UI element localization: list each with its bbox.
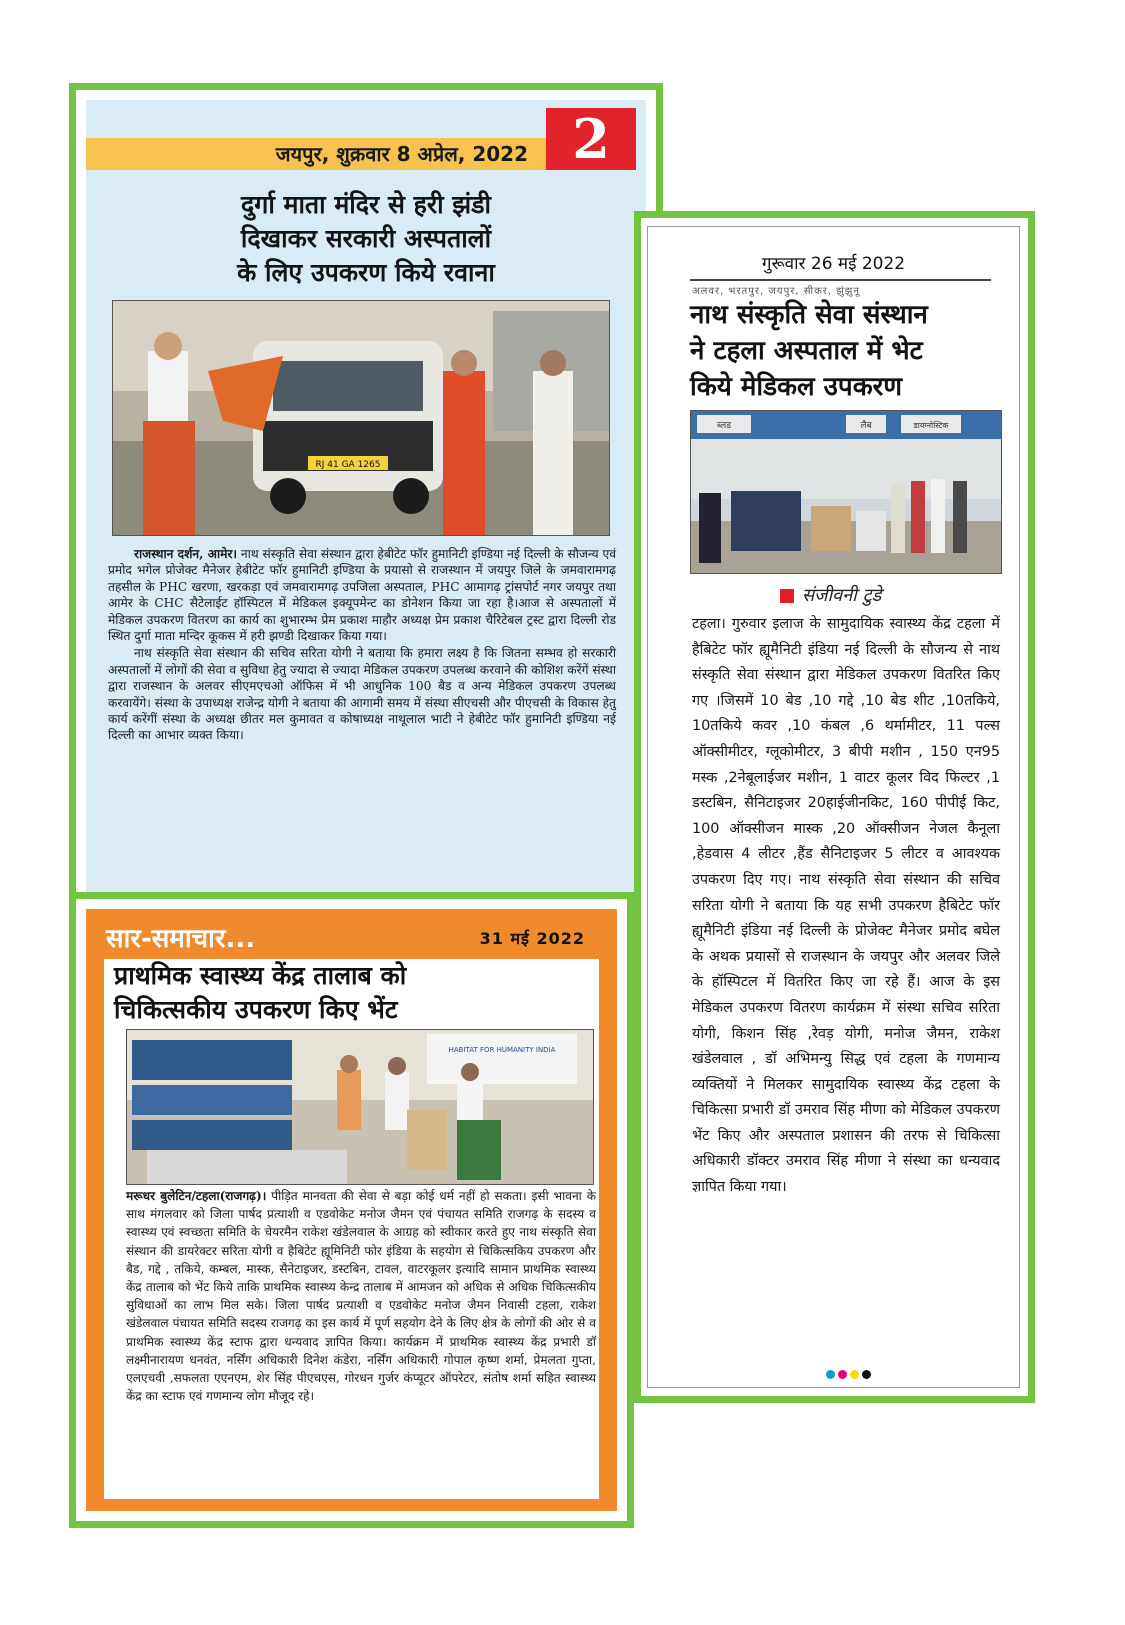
- equipment-handover-photo: [126, 1029, 594, 1185]
- clipping-3-article: [126, 1187, 596, 1405]
- headline-line: नाथ संस्कृति सेवा संस्थान: [690, 300, 928, 330]
- article-paragraph: नाथ संस्कृति सेवा संस्थान की सचिव सरिता योगी ने बताया कि हमारा लक्ष्य है कि जितना सम्भव हो सरकारी अस्पतालों में लोगों की सेवा व सुविधा हेतु ज्यादा से ज्यादा मेडिकल उपकरण उपलब्ध करवाने की कोशिश करेंगें संस्था द्वारा राजस्थान के अलवर सीएमएचओ ऑफिस में भी आधुनिक 100 बैड व अन्य मेडिकल उपकरण उपलब्ध करवायेंगे। संस्था के उपाध्यक्ष राजेन्द्र योगी ने बताया की आगामी समय में संस्था सीएचसी और पीएचसी के विकास हेतु कार्य करेंगीं संस्था के अध्यक्ष छीतर मल कुमावत व कोषाध्यक्ष नाथूलाल भाटी ने हेबीटेट फॉर हुमानिटी इण्डिया नई दिल्ली का आभार व्यक्त किया।: [108, 646, 616, 743]
- clipping-2-page: [647, 226, 1020, 1388]
- newspaper-clipping-2: [634, 211, 1035, 1403]
- section-title: सार-समाचार...: [106, 924, 256, 954]
- clipping-2-dateline: गुरूवार 26 मई 2022: [761, 254, 906, 274]
- headline-line: किये मेडिकल उपकरण: [690, 372, 903, 402]
- flag-off-photo: [112, 300, 610, 536]
- clipping-1-dateline: जयपुर, शुक्रवार 8 अप्रेल, 2022: [86, 138, 546, 170]
- clipping-2-rule: [690, 279, 991, 281]
- photo-banner-text: HABITAT FOR HUMANITY INDIA: [448, 1046, 556, 1054]
- clipping-2-article: टहला। गुरुवार इलाज के सामुदायिक स्वास्थ्य केंद्र टहला में हैबिटेट फॉर ह्यूमैनिटी इंडिया नई दिल्ली के सौजन्य से नाथ संस्कृति सेवा संस्थान द्वारा मेडिकल उपकरण वितरित किए गए ।जिसमें 10 बेड ,10 गद्दे ,10 बेड शीट ,10तकिये, 10तकिये कवर ,10 कंबल ,6 थर्मामीटर, 11 पल्स ऑक्सीमीटर, ग्लूकोमीटर, 3 बीपी मशीन , 150 एन95 मस्क ,2नेबूलाईजर मशीन, 1 वाटर कूलर विद फिल्टर ,1 डस्टबिन, सैनिटाइजर 20हाईजीनकिट, 160 पीपीई किट, 100 ऑक्सीजन मास्क ,20 ऑक्सीजन नेजल कैनूला ,हेडवास 4 लीटर ,हैंड सैनिटाइजर 5 लीटर व आवश्यक उपकरण दिए गए। नाथ संस्कृति सेवा संस्थान की सचिव सरिता योगी ने बताया कि यह सभी उपकरण हैबिटेट फॉर ह्यूमैनिटी इंडिया नई दिल्ली के प्रोजेक्ट मैनेजर प्रमोद बघेल के अथक प्रयासों से राजस्थान के जयपुर और अलवर जिले के हॉस्पिटल में वितरित किए जा रहे हैं। आज के इस मेडिकल उपकरण वितरण कार्यक्रम में संस्था सचिव सरिता योगी, किशन सिंह ,रेवड़ योगी, मनोज जैमन, राकेश खंडेलवाल , डॉ अभिमन्यु सिद्ध एवं टहला के गणमान्य व्यक्तियों ने मिलकर सामुदायिक स्वास्थ्य केंद्र टहला के चिकित्सा प्रभारी डॉ उमराव सिंह मीणा को मेडिकल उपकरण भेंट किए और अस्पताल प्रशासन की तरफ से चिकित्सा अधिकारी डॉक्टर उमराव सिंह मीणा ने संस्था का धन्यवाद ज्ञापित किया गया।: [692, 616, 1000, 1196]
- article-text: नाथ संस्कृति सेवा संस्थान द्वारा हेबीटेट फॉर हुमानिटी इण्डिया नई दिल्ली के सौजन्य एवं प्रमोद भगेल प्रोजेक्ट मैनेजर हेबीटेट फॉर हुमानिटी इण्डिया के प्रयासो से राजस्थान में जयपुर जिले के जमवारामगढ़ तहसील के PHC खरणा, खरकड़ा एवं जमवारामगढ़ उपजिला अस्पताल, PHC आमागढ़ ट्रांसपोर्ट नगर जयपुर तथा आमेर के CHC सैटेलाईट हॉस्पिटल में मेडिकल इक्यूपमेन्ट का डोनेशन किया जा रहा है।आज से अस्पतालों में मेडिकल उपकरण वितरण का कार्य का शुभारम्भ प्रेम प्रकाश माहौर अध्यक्ष प्रेम प्रकाश चैरिटेबल ट्रस्ट द्वारा दिल्ली रोड स्थित दुर्गा माता मन्दिर कूकस में हरी झण्डी दिखाकर किया गया।: [108, 547, 616, 644]
- newspaper-clipping-3: [69, 892, 634, 1528]
- headline-line: दिखाकर सरकारी अस्पतालों: [240, 224, 492, 253]
- photo-sign-text: डायग्नोस्टिक: [913, 421, 949, 430]
- cyan-dot-icon: [826, 1370, 835, 1379]
- clipping-2-headline: [690, 297, 1010, 405]
- headline-line: दुर्गा माता मंदिर से हरी झंडी: [240, 190, 492, 219]
- byline-marker-icon: [780, 589, 794, 603]
- yellow-dot-icon: [850, 1370, 859, 1379]
- article-paragraph: [108, 546, 616, 644]
- vehicle-number-plate: RJ 41 GA 1265: [315, 460, 381, 470]
- clipping-1-page: [86, 100, 646, 905]
- article-text: पीड़ित मानवता की सेवा से बड़ा कोई धर्म नहीं हो सकता। इसी भावना के साथ मंगलवार को जिला पार्षद प्रत्याशी व एडवोकेट मनोज जैमन एवं पंचायत समिति राजगढ़ के सदस्य व स्वास्थ्य एवं स्वच्छता समिति के चेयरमैन राकेश खंडेलवाल के आग्रह को स्वीकार करते हुए नाथ संस्कृति सेवा संस्थान की डायरेक्टर सरिता योगी व हैबिटेट ह्यूमिनिटी फोर इंडिया के सहयोग से चिकित्सकिय उपकरण और बैड, गद्दे , तकिये, कम्बल, मास्क, सैनेटाइजर, डस्टबिन, टावल, वाटरकूलर इत्यादि सामान प्राथमिक स्वास्थ्य केंद्र तालाब को भेंट किये ताकि प्राथमिक स्वास्थ्य केन्द्र तालाब में आमजन को अधिक से अधिक चिकित्सकीय सुविधाओं का लाभ मिल सके। जिला पार्षद प्रत्याशी व एडवोकेट मनोज जैमन निवासी टहला, राकेश खंडेलवाल पंचायत समिति सदस्य राजगढ़ का इस कार्य में पूर्ण सहयोग देने के लिए क्षेत्र के लोगों की ओर से व प्राथमिक स्वास्थ्य केंद्र स्टाफ द्वारा धन्यवाद ज्ञापित किया। कार्यक्रम में प्राथमिक स्वास्थ्य केंद्र प्रभारी डॉ लक्ष्मीनारायण धनवंत, नर्सिंग अधिकारी दिनेश कंडेरा, नर्सिंग अधिकारी गोपाल कृष्ण शर्मा, प्रेमलता गुप्ता, एलएचवी ,सफलता एएनएम, शेर सिंह पीएचएस, गोरधन गुर्जर कंप्यूटर ऑपरेटर, संतोष शर्मा सहित स्वास्थ्य केंद्र का स्टाफ एवं गणमान्य लोग मौजूद रहे।: [126, 1189, 596, 1404]
- clipping-3-dateline: 31 मई 2022: [479, 929, 585, 948]
- headline-line: ने टहला अस्पताल में भेट: [690, 336, 923, 366]
- article-byline: राजस्थान दर्शन, आमेर।: [134, 547, 238, 561]
- photo-sign-text: ब्लड: [716, 421, 732, 431]
- headline-line: के लिए उपकरण किये रवाना: [237, 258, 495, 287]
- magenta-dot-icon: [838, 1370, 847, 1379]
- byline-text: संजीवनी टुडे: [802, 585, 882, 606]
- page-number-badge: 2: [546, 108, 636, 170]
- headline-line: चिकित्सकीय उपकरण किए भेंट: [114, 995, 398, 1024]
- clipping-3-page: [86, 909, 617, 1511]
- clipping-2-cutline: अलवर, भरतपुर, जयपुर, सीकर, झुंझुनू: [692, 286, 860, 297]
- headline-line: प्राथमिक स्वास्थ्य केंद्र तालाब को: [114, 961, 407, 990]
- black-dot-icon: [862, 1370, 871, 1379]
- clipping-2-byline: [780, 583, 881, 607]
- photo-sign-text: लैब: [860, 421, 872, 431]
- article-byline: मरूधर बुलेटिन/टहला(राजगढ़)।: [126, 1189, 267, 1203]
- clipping-1-article: [108, 546, 616, 745]
- hospital-donation-photo: [690, 410, 1002, 574]
- clipping-1-headline: [116, 188, 616, 290]
- clipping-3-headline: [114, 959, 584, 1027]
- newspaper-clipping-1: [69, 83, 663, 922]
- color-registration-dots: [826, 1370, 871, 1379]
